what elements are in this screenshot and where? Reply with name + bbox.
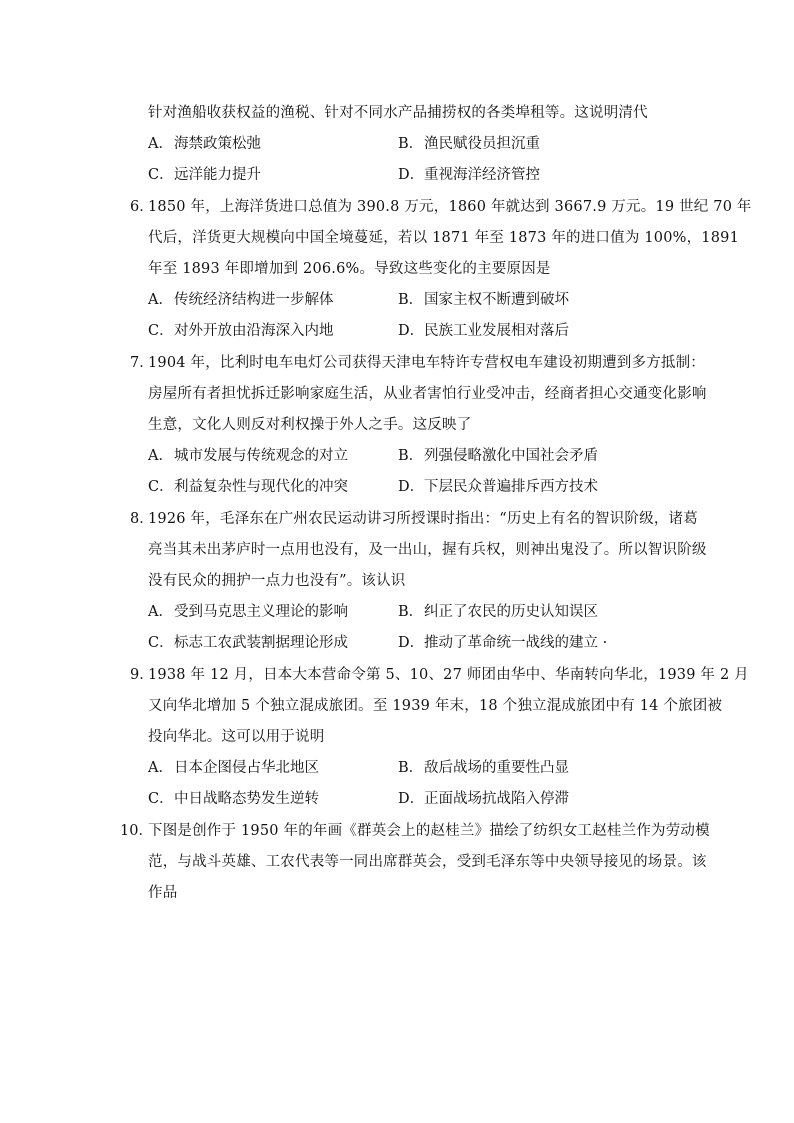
option-text: 下层民众普遍排斥西方技术 — [424, 479, 598, 495]
option-text: 日本企图侵占华北地区 — [174, 760, 319, 776]
option-text: 远洋能力提升 — [174, 167, 261, 183]
question-6-option-a[interactable] — [148, 290, 334, 310]
option-text: 列强侵略激化中国社会矛盾 — [424, 448, 598, 464]
question-7-line-2: 房屋所有者担忧拆迁影响家庭生活，从业者害怕行业受冲击，经商者担心交通变化影响 — [148, 386, 707, 402]
question-9-line-1: 1938 年 12 月，日本大本营命令第 5、10、27 师团由华中、华南转向华北，1939 年 2 月 — [148, 667, 749, 683]
option-text: 民族工业发展相对落后 — [424, 323, 569, 339]
option-letter: C． — [148, 167, 174, 183]
option-text: 国家主权不断遭到破坏 — [424, 292, 569, 308]
option-letter: D． — [398, 167, 425, 183]
question-6-line-2: 代后，洋货更大规模向中国全境蔓延，若以 1871 年至 1873 年的进口值为 100%，1891 — [148, 230, 740, 246]
question-8-option-b[interactable] — [398, 602, 598, 622]
question-9-option-c[interactable] — [148, 789, 319, 809]
question-8-line-3: 没有民众的拥护一点力也没有”。该认识 — [148, 573, 406, 589]
option-text: 利益复杂性与现代化的冲突 — [174, 479, 348, 495]
question-10-line-3: 作品 — [148, 885, 178, 901]
question-number-9: 9． — [130, 667, 154, 683]
question-7-option-d[interactable] — [398, 477, 598, 497]
lead-line-1: 针对渔船收获权益的渔税、针对不同水产品捕捞权的各类埠租等。这说明清代 — [148, 105, 648, 121]
option-letter: B． — [398, 292, 424, 308]
option-letter: D． — [398, 479, 425, 495]
question-10-line-1: 下图是创作于 1950 年的年画《群英会上的赵桂兰》描绘了纺织女工赵桂兰作为劳动模 — [148, 823, 710, 839]
option-letter: C． — [148, 635, 174, 651]
question-9-option-a[interactable] — [148, 758, 319, 778]
option-text: 海禁政策松弛 — [174, 136, 261, 152]
lead-option-a[interactable] — [148, 134, 261, 154]
option-text: 重视海洋经济管控 — [424, 167, 540, 183]
option-letter: A． — [148, 136, 173, 152]
question-9-option-d[interactable] — [398, 789, 569, 809]
option-text: 标志工农武装割据理论形成 — [174, 635, 348, 651]
option-text: 传统经济结构进一步解体 — [174, 292, 334, 308]
lead-option-c[interactable] — [148, 165, 261, 185]
question-6-option-b[interactable] — [398, 290, 569, 310]
option-letter: B． — [398, 760, 424, 776]
option-letter: A． — [148, 448, 173, 464]
question-number-6: 6． — [130, 199, 154, 215]
question-9-line-2: 又向华北增加 5 个独立混成旅团。至 1939 年末，18 个独立混成旅团中有 14 个旅团被 — [148, 698, 723, 714]
option-text: 渔民赋役员担沉重 — [424, 136, 540, 152]
lead-option-b[interactable] — [398, 134, 540, 154]
option-text: 推动了革命统一战线的建立 · — [424, 635, 608, 651]
lead-option-d[interactable] — [398, 165, 540, 185]
question-number-7: 7． — [130, 355, 154, 371]
option-text: 敌后战场的重要性凸显 — [424, 760, 569, 776]
option-letter: A． — [148, 760, 173, 776]
option-letter: B． — [398, 136, 424, 152]
option-text: 正面战场抗战陷入停滞 — [424, 791, 569, 807]
question-8-line-2: 亮当其未出茅庐时一点用也没有，及一出山，握有兵权，则神出鬼没了。所以智识阶级 — [148, 542, 707, 558]
question-10-line-2: 范，与战斗英雄、工农代表等一同出席群英会，受到毛泽东等中央领导接见的场景。该 — [148, 854, 707, 870]
question-9-line-3: 投向华北。这可以用于说明 — [148, 729, 325, 745]
question-7-option-a[interactable] — [148, 446, 348, 466]
option-text: 纠正了农民的历史认知误区 — [424, 604, 598, 620]
question-7-line-3: 生意，文化人则反对利权操于外人之手。这反映了 — [148, 417, 472, 433]
question-6-line-1: 1850 年，上海洋货进口总值为 390.8 万元，1860 年就达到 3667.9 万元。19 世纪 70 年 — [148, 199, 752, 215]
option-letter: C． — [148, 479, 174, 495]
question-8-option-c[interactable] — [148, 633, 348, 653]
option-letter: A． — [148, 604, 173, 620]
option-letter: D． — [398, 323, 425, 339]
option-letter: B． — [398, 448, 424, 464]
option-letter: C． — [148, 791, 174, 807]
option-letter: C． — [148, 323, 174, 339]
question-8-option-d[interactable] — [398, 633, 607, 653]
question-number-8: 8． — [130, 511, 154, 527]
option-letter: B． — [398, 604, 424, 620]
question-6-option-c[interactable] — [148, 321, 334, 341]
option-text: 中日战略态势发生逆转 — [174, 791, 319, 807]
question-8-line-1: 1926 年，毛泽东在广州农民运动讲习所授课时指出：“历史上有名的智识阶级，诸葛 — [148, 511, 698, 527]
question-6-option-d[interactable] — [398, 321, 569, 341]
question-6-line-3: 年至 1893 年即增加到 206.6%。导致这些变化的主要原因是 — [148, 261, 551, 277]
option-text: 对外开放由沿海深入内地 — [174, 323, 334, 339]
option-letter: D． — [398, 635, 425, 651]
question-7-option-c[interactable] — [148, 477, 348, 497]
question-8-option-a[interactable] — [148, 602, 348, 622]
option-letter: D． — [398, 791, 425, 807]
question-9-option-b[interactable] — [398, 758, 569, 778]
option-text: 受到马克思主义理论的影响 — [174, 604, 348, 620]
option-letter: A． — [148, 292, 173, 308]
question-7-line-1: 1904 年，比利时电车电灯公司获得天津电车特许专营权电车建设初期遭到多方抵制： — [148, 355, 706, 371]
question-7-option-b[interactable] — [398, 446, 598, 466]
question-number-10: 10． — [120, 823, 153, 839]
option-text: 城市发展与传统观念的对立 — [174, 448, 348, 464]
